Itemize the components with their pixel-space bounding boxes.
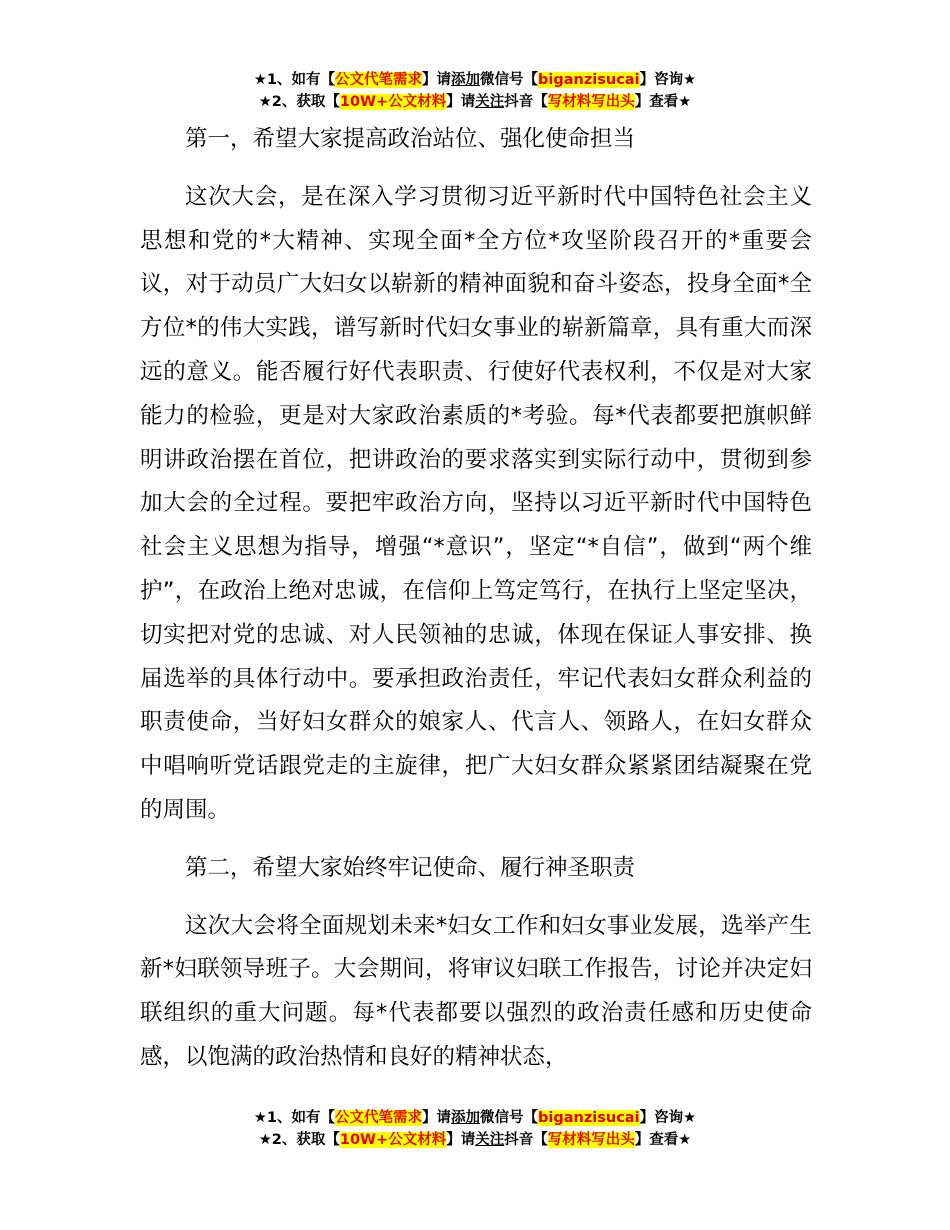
- paragraph-2: 这次大会将全面规划未来*妇女工作和妇女事业发展，选举产生新*妇联领导班子。大会期间，将审议妇联工作报告，讨论并决定妇联组织的重大问题。每*代表都要以强烈的政治责任感和历史使命感，以饱满的政治热情和良好的精神状态，: [140, 912, 812, 1070]
- banner-highlight: 10W+公文材料: [339, 94, 447, 110]
- banner-highlight: 公文代笔需求: [335, 1110, 423, 1126]
- banner-line-1: ★1、如有【公文代笔需求】请添加微信号【biganzisucai】咨询★: [253, 72, 697, 88]
- banner-douyin-id: 写材料写出头: [547, 94, 635, 110]
- banner-line-1: ★1、如有【公文代笔需求】请添加微信号【biganzisucai】咨询★: [253, 1110, 697, 1126]
- header-banner: [0, 69, 950, 113]
- document-body: [140, 118, 812, 1080]
- section-heading-1: 第一，希望大家提高政治站位、强化使命担当: [185, 126, 636, 152]
- banner-highlight: 10W+公文材料: [339, 1132, 447, 1148]
- banner-line-2: ★2、获取【10W+公文材料】请关注抖音【写材料写出头】查看★: [258, 94, 692, 110]
- section-heading-2: 第二，希望大家始终牢记使命、履行神圣职责: [185, 854, 636, 881]
- banner-wechat-id: biganzisucai: [538, 1110, 640, 1126]
- banner-wechat-id: biganzisucai: [538, 72, 640, 88]
- paragraph-1: 这次大会，是在深入学习贯彻习近平新时代中国特色社会主义思想和党的*大精神、实现全面*全方位*攻坚阶段召开的*重要会议，对于动员广大妇女以崭新的精神面貌和奋斗姿态，投身全面*全方位*的伟大实践，谱写新时代妇女事业的崭新篇章，具有重大而深远的意义。能否履行好代表职责、行使好代表权利，不仅是对大家能力的检验，更是对大家政治素质的*考验。每*代表都要把旗帜鲜明讲政治摆在首位，把讲政治的要求落实到实际行动中，贯彻到参加大会的全过程。要把牢政治方向，坚持以习近平新时代中国特色社会主义思想为指导，增强“*意识”，坚定“*自信”，做到“两个维护”，在政治上绝对忠诚，在信仰上笃定笃行，在执行上坚定坚决，切实把对党的忠诚、对人民领袖的忠诚，体现在保证人事安排、换届选举的具体行动中。要承担政治责任，牢记代表妇女群众利益的职责使命，当好妇女群众的娘家人、代言人、领路人，在妇女群众中唱响听党话跟党走的主旋律，把广大妇女群众紧紧团结凝聚在党的周围。: [140, 183, 812, 823]
- banner-highlight: 公文代笔需求: [335, 72, 423, 88]
- banner-douyin-id: 写材料写出头: [547, 1132, 635, 1148]
- banner-line-2: ★2、获取【10W+公文材料】请关注抖音【写材料写出头】查看★: [258, 1132, 692, 1148]
- footer-banner: [0, 1107, 950, 1151]
